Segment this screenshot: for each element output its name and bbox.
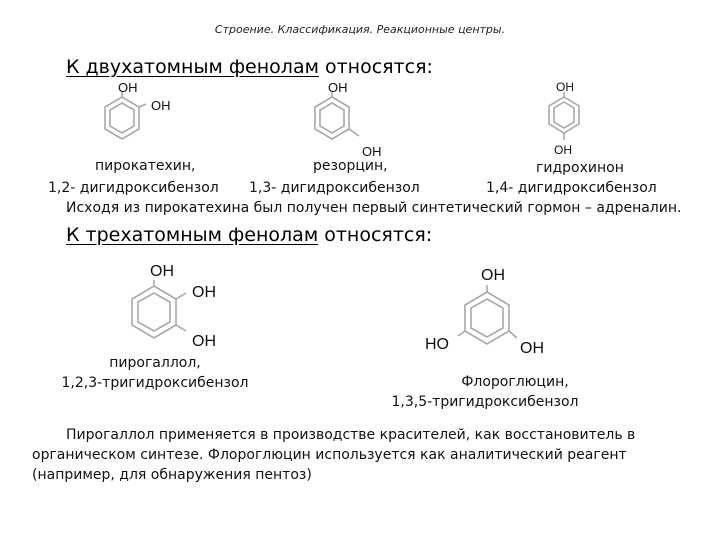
phloroglucinol-oh-1: OH — [481, 267, 505, 284]
pyrocatechol-oh-1: OH — [118, 80, 138, 95]
phloroglucinol-oh-3: OH — [520, 340, 544, 357]
dihydric-heading-underlined: К двухатомным фенолам — [66, 56, 319, 78]
pyrogallol-name: пирогаллол, — [109, 355, 201, 371]
resorcinol-oh-2: OH — [362, 144, 382, 159]
trihydric-heading — [66, 224, 432, 246]
phloroglucinol-name: Флороглюцин, — [461, 374, 569, 390]
pyrogallol-oh-2: OH — [192, 284, 216, 301]
trihydric-heading-rest: относятся: — [318, 224, 433, 246]
slide-header: Строение. Классификация. Реакционные центры. — [214, 23, 506, 36]
hydroquinone-structure — [530, 80, 610, 160]
paragraph-line-2: органическом синтезе. Флороглюцин используется как аналитический реагент — [32, 447, 627, 463]
hydroquinone-oh-2: OH — [554, 143, 572, 157]
pyrocatechol-name: пирокатехин, — [95, 158, 196, 174]
pyrocatechol-structure — [90, 80, 200, 165]
hydroquinone-name: гидрохинон — [536, 160, 624, 176]
resorcinol-structure — [300, 80, 410, 165]
paragraph-line-3: (например, для обнаружения пентоз) — [32, 467, 312, 483]
resorcinol-name: резорцин, — [313, 158, 388, 174]
phloroglucinol-ho: HO — [425, 336, 449, 353]
pyrocatechol-systematic: 1,2- дигидроксибензол — [48, 180, 219, 196]
trihydric-heading-underlined: К трехатомным фенолам — [66, 224, 319, 246]
hydroquinone-systematic: 1,4- дигидроксибензол — [486, 180, 657, 196]
pyrogallol-oh-1: OH — [150, 263, 174, 280]
paragraph-line-1: Пирогаллол применяется в производстве красителей, как восстановитель в — [66, 427, 636, 443]
pyrogallol-oh-3: OH — [192, 333, 216, 350]
dihydric-heading — [66, 56, 433, 78]
phloroglucinol-structure — [420, 258, 560, 358]
resorcinol-systematic: 1,3- дигидроксибензол — [249, 180, 420, 196]
pyrogallol-structure — [120, 258, 260, 358]
pyrocatechol-oh-2: OH — [151, 98, 171, 113]
phloroglucinol-systematic: 1,3,5-тригидроксибензол — [391, 394, 579, 410]
resorcinol-oh-1: OH — [328, 80, 348, 95]
adrenaline-note: Исходя из пирокатехина был получен первый синтетический гормон – адреналин. — [66, 200, 682, 216]
hydroquinone-oh-1: OH — [556, 80, 574, 94]
pyrogallol-systematic: 1,2,3-тригидроксибензол — [61, 375, 249, 391]
dihydric-heading-rest: относятся: — [318, 56, 433, 78]
